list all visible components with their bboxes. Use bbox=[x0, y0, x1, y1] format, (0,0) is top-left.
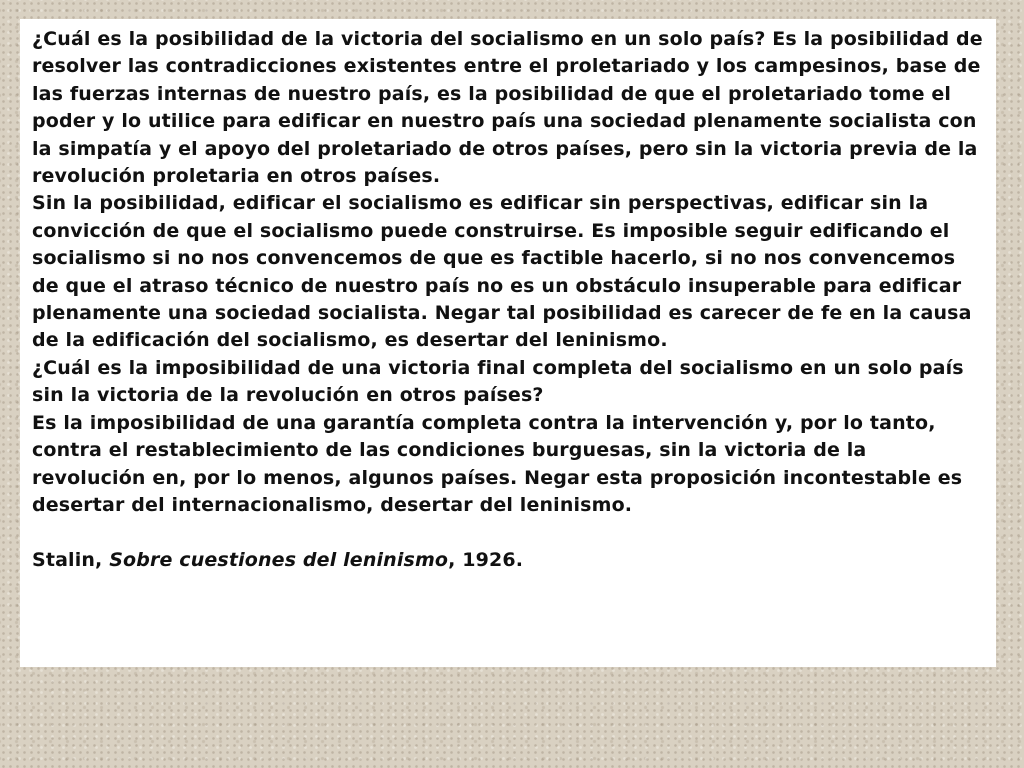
blank-line bbox=[32, 519, 986, 546]
quote-text bbox=[32, 26, 986, 574]
citation-author: Stalin, bbox=[32, 548, 110, 571]
citation-year: , 1926. bbox=[448, 548, 524, 571]
paragraph-4: Es la imposibilidad de una garantía completa contra la intervención y, por lo tanto, contra el restablecimiento de las condiciones burguesas, sin la victoria de la revolución en, por lo menos, algunos países. Negar esta proposición incontestable es desertar del internacionalismo, desertar del leninismo. bbox=[32, 411, 963, 516]
slide-text-panel bbox=[20, 19, 996, 667]
paragraph-1: ¿Cuál es la posibilidad de la victoria del socialismo en un solo país? Es la posibilidad de resolver las contradicciones existentes entre el proletariado y los campesinos, base de las fuerzas internas de nuestro país, es la posibilidad de que el proletariado tome el poder y lo utilice para edificar en nuestro país una sociedad plenamente socialista con la simpatía y el apoyo del proletariado de otros países, pero sin la victoria previa de la revolución proletaria en otros países. bbox=[32, 28, 983, 188]
paragraph-2: Sin la posibilidad, edificar el socialismo es edificar sin perspectivas, edificar sin la convicción de que el socialismo puede construirse. Es imposible seguir edificando el socialismo si no nos convencemos de que es factible hacerlo, si no nos convencemos de que el atraso técnico de nuestro país no es un obstáculo insuperable para edificar plenamente una sociedad socialista. Negar tal posibilidad es carecer de fe en la causa de la edificación del socialismo, es desertar del leninismo. bbox=[32, 192, 972, 352]
citation bbox=[32, 547, 986, 574]
citation-work-title: Sobre cuestiones del leninismo bbox=[109, 548, 449, 571]
paragraph-3: ¿Cuál es la imposibilidad de una victoria final completa del socialismo en un solo país sin la victoria de la revolución en otros países? bbox=[32, 356, 964, 407]
